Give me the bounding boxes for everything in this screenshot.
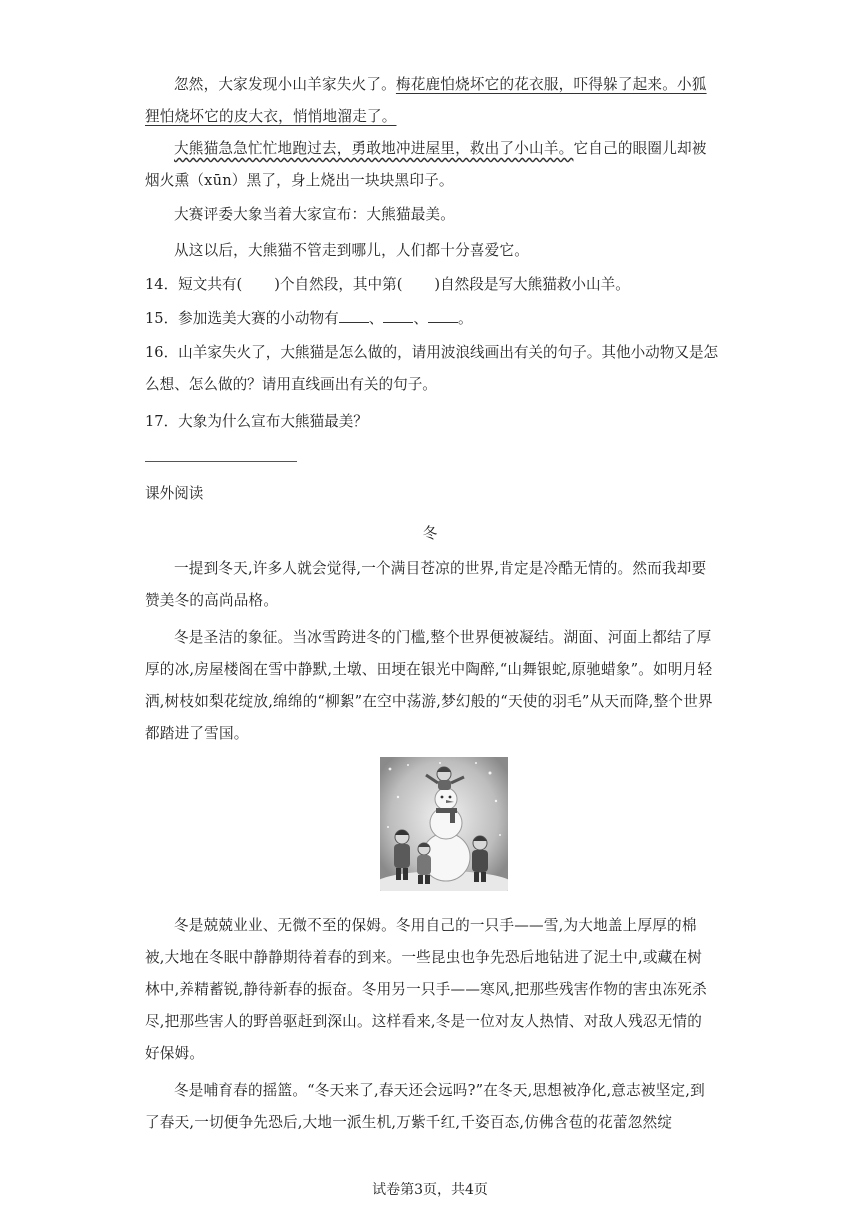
question-16	[145, 337, 725, 401]
passage1-paragraph-1	[145, 69, 715, 133]
wavy-underlined-sentence: 大熊猫急急忙忙地跑过去，勇敢地冲进屋里，救出了小山羊。	[174, 140, 574, 157]
question-number: 14．	[145, 276, 179, 293]
passage2-paragraph-2: 冬是圣洁的象征。当冰雪跨进冬的门槛,整个世界便被凝结。湖面、河面上都结了厚厚的冰,房屋楼阁在雪中静默,土墩、田埂在银光中陶醉,“山舞银蛇,原驰蜡象”。如明月轻洒,树枝如梨花绽放,绵绵的“柳絮”在空中荡游,梦幻般的“天使的羽毛”从天而降,整个世界都踏进了雪国。	[145, 629, 713, 742]
answer-blank[interactable]	[339, 308, 369, 323]
section-title: 课外阅读	[145, 485, 204, 502]
separator: 、	[413, 310, 428, 327]
period: 。	[457, 310, 473, 327]
question-text: 短文共有(	[178, 276, 243, 293]
passage1-p2-rest: 它自己的眼圈儿却被烟火熏（xūn）黑了，身上烧出一块块黑印子。	[145, 140, 707, 189]
question-text: 参加选美大赛的小动物有	[178, 310, 339, 327]
question-17	[145, 406, 725, 438]
question-text: )个自然段，其中第(	[274, 276, 403, 293]
snowman-illustration	[380, 757, 508, 891]
answer-blank[interactable]	[428, 308, 458, 323]
answer-blank[interactable]	[383, 308, 413, 323]
page-footer: 试卷第3页，共4页	[372, 1182, 488, 1198]
question-number: 16．	[145, 344, 179, 361]
passage2-paragraph-3: 冬是兢兢业业、无微不至的保姆。冬用自己的一只手——雪,为大地盖上厚厚的棉被,大地在冬眠中静静期待着春的到来。一些昆虫也争先恐后地钻进了泥土中,或藏在树林中,养精蓄锐,静待新春的振奋。冬用另一只手——寒风,把那些残害作物的害虫冻死杀尽,把那些害人的野兽驱赶到深山。这样看来,冬是一位对友人热情、对敌人残忍无情的好保姆。	[145, 917, 707, 1062]
question-number: 17．	[145, 413, 179, 430]
passage2-paragraph-4: 冬是哺育春的摇篮。“冬天来了,春天还会远吗?”在冬天,思想被净化,意志被坚定,到了春天,一切便争先恐后,大地一派生机,万紫千红,千姿百态,仿佛含苞的花蕾忽然绽	[145, 1082, 705, 1131]
story-title: 冬	[422, 525, 438, 542]
straight-underlined-sentences: 梅花鹿怕烧坏它的花衣服，吓得躲了起来。小狐狸怕烧坏它的皮大衣，悄悄地溜走了。	[145, 76, 707, 125]
passage1-paragraph-3: 大赛评委大象当着大家宣布：大熊猫最美。	[174, 206, 456, 223]
question-15	[145, 303, 725, 335]
question-text: 大象为什么宣布大熊猫最美？	[178, 413, 368, 430]
passage1-paragraph-4: 从这以后，大熊猫不管走到哪儿，人们都十分喜爱它。	[174, 242, 530, 259]
passage2-paragraph-1: 一提到冬天,许多人就会觉得,一个满目苍凉的世界,肯定是冷酷无情的。然而我却要赞美冬的高尚品格。	[145, 560, 707, 609]
separator-line	[145, 461, 297, 462]
question-text: )自然段是写大熊猫救小山羊。	[434, 276, 630, 293]
separator: 、	[368, 310, 384, 327]
question-text: 山羊家失火了，大熊猫是怎么做的，请用波浪线画出有关的句子。其他小动物又是怎么想、怎么做的？请用直线画出有关的句子。	[145, 344, 719, 393]
question-14	[145, 269, 725, 301]
passage1-p1-lead: 忽然，大家发现小山羊家失火了。	[174, 76, 396, 93]
question-number: 15．	[145, 310, 179, 327]
passage1-paragraph-2	[145, 133, 715, 197]
